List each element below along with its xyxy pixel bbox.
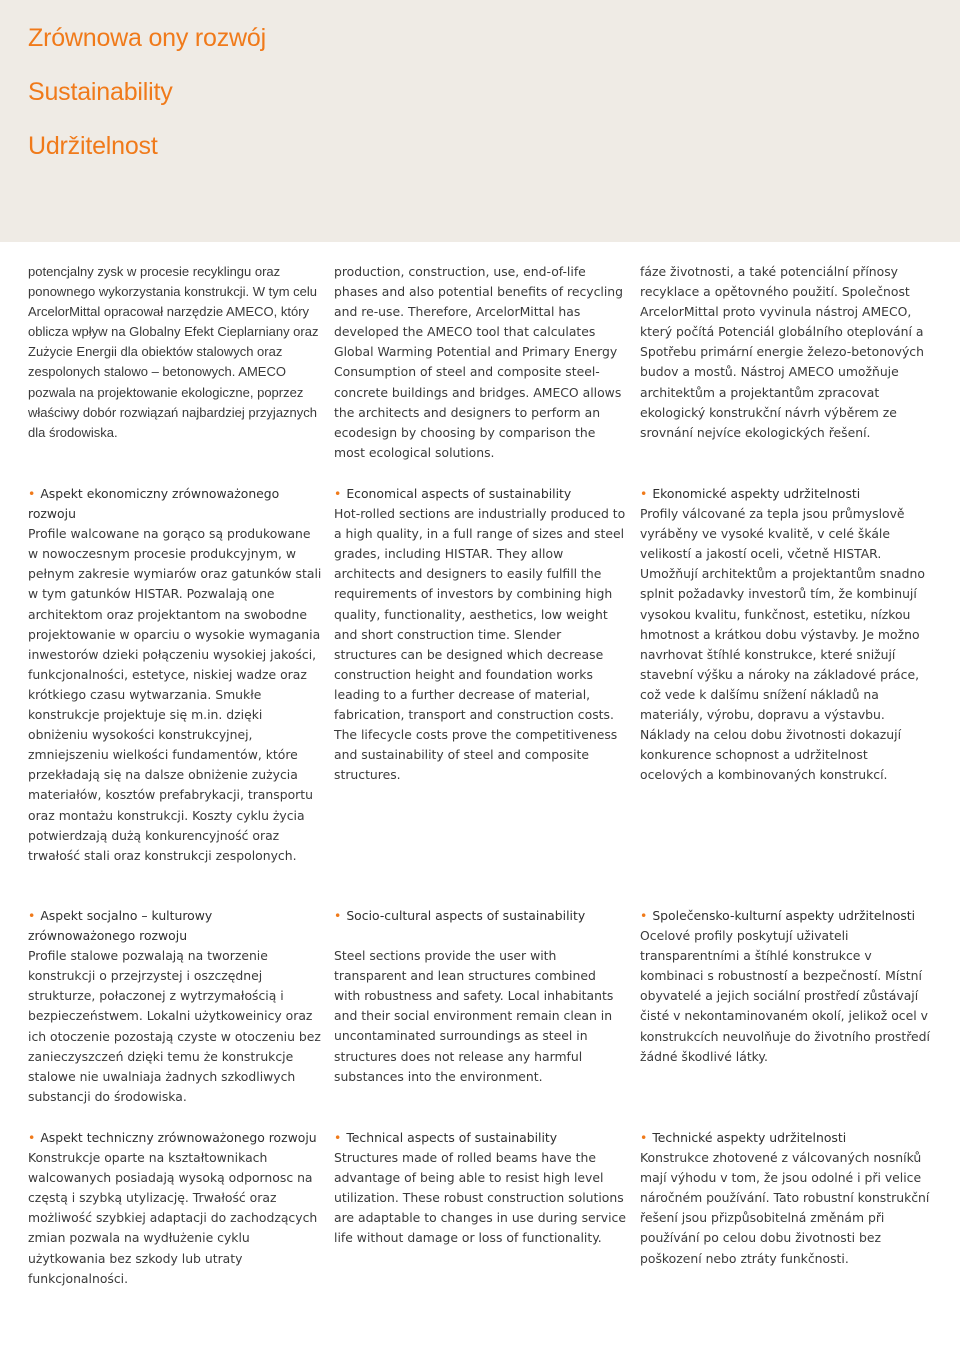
economic-polish-title xyxy=(28,484,323,524)
social-czech-heading: Společensko-kulturní aspekty udržitelnosti xyxy=(652,908,916,923)
intro-czech-text: fáze životnosti, a také potenciální přínosy recyklace a opětovného použití. Společnost ArcelorMittal proto vyvinula nástroj AMECO, který počítá Potenciál globálního oteplování a Spotřebu primární energie železo-betonových budov a mostů. Nástroj AMECO umožňuje architektům a projektantům zpracovat ekologický konstrukční návrh výběrem ze srovnání nejvíce ekologických řešení. xyxy=(640,264,924,440)
technical-czech-heading: Technické aspekty udržitelnosti xyxy=(652,1130,847,1145)
social-polish-heading: Aspekt socjalno – kulturowy zrównoważonego rozwoju xyxy=(28,908,213,944)
social-english-heading: Socio-cultural aspects of sustainability xyxy=(346,908,586,923)
economic-czech-heading: Ekonomické aspekty udržitelnosti xyxy=(652,486,861,501)
title-english: Sustainability xyxy=(28,78,173,106)
economic-czech-title xyxy=(640,484,932,504)
technical-english-heading: Technical aspects of sustainability xyxy=(346,1130,558,1145)
technical-czech xyxy=(640,1128,932,1269)
economic-english-body: Hot-rolled sections are industrially produced to a high quality, in a full range of sizes and steel grades, including HISTAR. They allow architects and designers to easily fulfill the requirements of investors by combining high quality, functionality, aesthetics, low weight and short construction time. Slender structures can be designed which decrease construction height and foundation works leading to a further decrease of material, fabrication, transport and construction costs. The lifecycle costs prove the competitiveness and sustainability of steel and composite structures. xyxy=(334,506,626,783)
economic-english-heading: Economical aspects of sustainability xyxy=(346,486,572,501)
social-polish xyxy=(28,906,323,1107)
intro-english-text: production, construction, use, end-of-life phases and also potential benefits of recycling and re-use. Therefore, ArcelorMittal has developed the AMECO tool that calculates Global Warming Potential and Primary Energy Consumption of steel and composite steel-concrete buildings and bridges. AMECO allows the architects and designers to perform an ecodesign by choosing by comparison the most ecological solutions. xyxy=(334,264,624,460)
economic-polish-heading: Aspekt ekonomiczny zrównoważonego rozwoju xyxy=(28,486,280,522)
bullet-icon: • xyxy=(640,908,648,923)
social-czech-title xyxy=(640,906,932,926)
title-czech: Udržitelnost xyxy=(28,132,158,160)
economic-english xyxy=(334,484,626,785)
social-english-title xyxy=(334,906,626,926)
social-polish-body: Profile stalowe pozwalają na tworzenie konstrukcji o przejrzystej i oszczędnej strukturze, połaczonej z wytrzymałością i bezpieczeństwem. Lokalni użytkoweinicy oraz ich otoczenie pozostają czyste w otoczeniu bez zanieczyszczeń dzięki temu że konstrukcje stalowe nie uwalniaja żadnych szkodliwych substancji do środowiska. xyxy=(28,948,321,1104)
social-english-body: Steel sections provide the user with transparent and lean structures combined with robustness and safety. Local inhabitants and their social environment remain clean in uncontaminated surroundings as steel in structures does not release any harmful substances into the environment. xyxy=(334,948,614,1084)
intro-english xyxy=(334,262,626,463)
bullet-icon: • xyxy=(640,486,648,501)
bullet-icon: • xyxy=(640,1130,648,1145)
title-polish: Zrównowa ony rozwój xyxy=(28,24,266,52)
economic-polish xyxy=(28,484,323,866)
social-czech xyxy=(640,906,932,1067)
technical-english-body: Structures made of rolled beams have the advantage of being able to resist high level utilization. These robust construction solutions are adaptable to changes in use during service life without damage or loss of functionality. xyxy=(334,1150,626,1246)
intro-czech xyxy=(640,262,932,443)
technical-polish xyxy=(28,1128,323,1289)
social-czech-body: Ocelové profily poskytují uživateli transparentními a štíhlé konstrukce v kombinaci s robustností a bezpečností. Místní obyvatelé a jejich sociální prostředí zůstávají čisté v nekontaminovaném okolí, jelikož ocel v konstrukcích neuvolňuje do životního prostředí žádné škodlivé látky. xyxy=(640,928,930,1064)
bullet-icon: • xyxy=(28,1130,36,1145)
economic-czech-body: Profily válcované za tepla jsou průmyslově vyráběny ve vysoké kvalitě, v celé škále velikostí a jakostí oceli, včetně HISTAR. Umožňují architektům a projektantům snadno splnit požadavky investorů tím, že kombinují vysokou kvalitu, funkčnost, estetiku, nízkou hmotnost a krátkou dobu výstavby. Je možno navrhovat štíhlé konstrukce, které snižují stavební výšku a nároky na základové práce, což vede k dalšímu snížení nákladů na materiály, výrobu, dopravu a výstavbu. Náklady na celou dobu životnosti dokazují konkurence schopnost a udržitelnost ocelových a kombinovaných konstrukcí. xyxy=(640,506,925,783)
bullet-icon: • xyxy=(334,1130,342,1145)
technical-english-title xyxy=(334,1128,626,1148)
bullet-icon: • xyxy=(28,908,36,923)
economic-czech xyxy=(640,484,932,785)
social-english xyxy=(334,906,626,1087)
technical-czech-body: Konstrukce zhotovené z válcovaných nosníků mají výhodu v tom, že jsou odolné i při velice náročném používání. Tato robustní konstrukční řešení jsou přizpůsobitelná změnám při používání po celou dobu životnosti bez poškození nebo ztráty funkčnosti. xyxy=(640,1150,930,1266)
intro-polish xyxy=(28,262,323,443)
technical-polish-title xyxy=(28,1128,323,1148)
technical-czech-title xyxy=(640,1128,932,1148)
economic-polish-body: Profile walcowane na gorąco są produkowane w nowoczesnym procesie produkcyjnym, w pełnym zakresie wymiarów oraz gatunków stali w tym gatunków HISTAR. Pozwalają one architektom oraz projektantom na swobodne projektowanie w oparciu o wysokie wymagania inwestorów dzieki połączeniu wysokiej jakości, funkcjonalności, estetyce, niskiej wadze oraz krótkiego czasu wytwarzania. Smukłe konstrukcje projektuje się m.in. dzięki obniżeniu wysokości konstrukcyjnej, zmniejszeniu wielkości fundamentów, które przekładają się na dalsze obniżenie zużycia materiałów, kosztów prefabrykacji, transportu oraz montażu konstrukcji. Koszty cyklu życia potwierdzają dużą konkurencyjność oraz trwałość stali oraz konstrukcji zespolonych. xyxy=(28,526,322,863)
social-polish-title xyxy=(28,906,323,946)
technical-polish-body: Konstrukcje oparte na kształtownikach walcowanych posiadają wysoką odpornosc na częstą i szybką utylizację. Trwałość oraz możliwość szybkiej adaptacji do zachodzących zmian pozwala na wydłużenie cyklu użytkowania bez szkody lub utraty funkcjonalności. xyxy=(28,1150,318,1286)
bullet-icon: • xyxy=(28,486,36,501)
technical-english xyxy=(334,1128,626,1249)
economic-english-title xyxy=(334,484,626,504)
intro-polish-text: potencjalny zysk w procesie recyklingu oraz ponownego wykorzystania konstrukcji. W tym celu ArcelorMittal opracował narzędzie AMECO, który oblicza wpływ na Globalny Efekt Cieplarniany oraz Zużycie Energii dla obiektów stalowych oraz zespolonych stalowo – betonowych. AMECO pozwala na projektowanie ekologiczne, poprzez właściwy dobór rozwiązań najbardziej przyjaznych dla środowiska. xyxy=(28,264,319,440)
bullet-icon: • xyxy=(334,908,342,923)
bullet-icon: • xyxy=(334,486,342,501)
technical-polish-heading: Aspekt techniczny zrównoważonego rozwoju xyxy=(40,1130,317,1145)
